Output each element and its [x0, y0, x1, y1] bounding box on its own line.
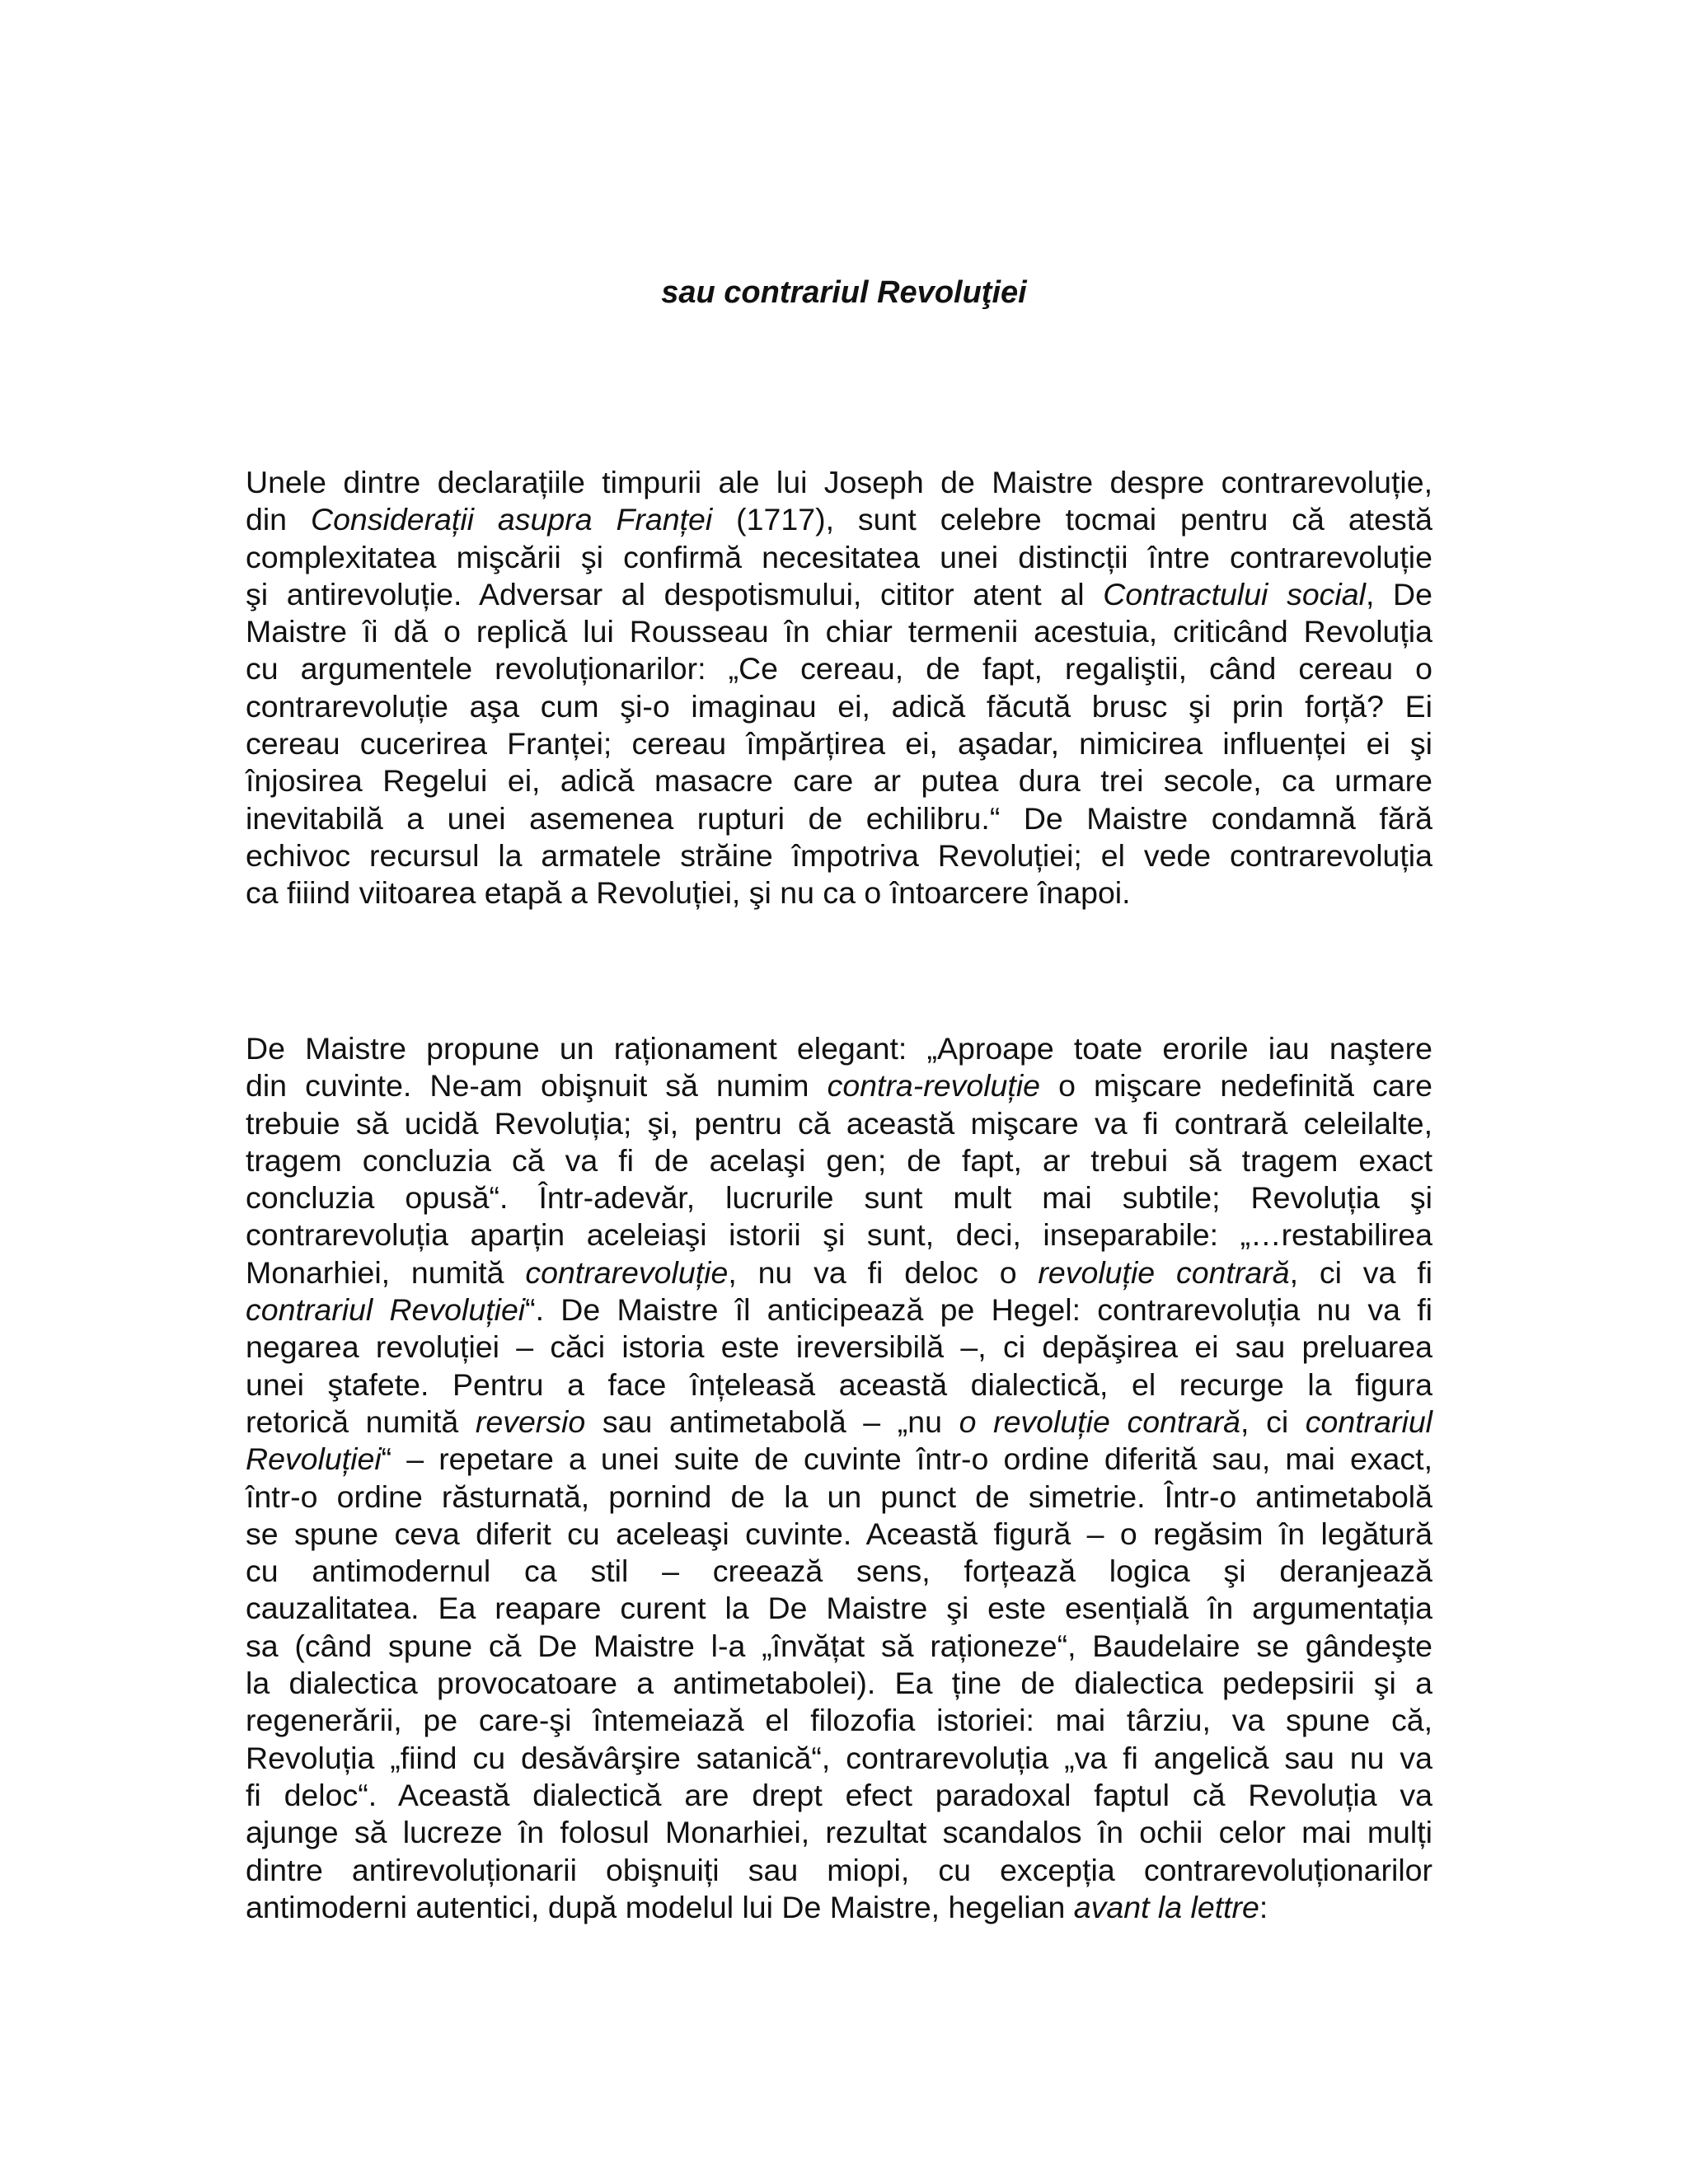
text-line [246, 1628, 1432, 1665]
text-run: negarea revoluției – căci istoria este ireversibilă –, ci depăşirea ei sau preluarea [246, 1329, 1432, 1365]
paragraph [246, 464, 1432, 912]
italic-text-run: contrarevoluție [525, 1254, 729, 1290]
text-line [246, 688, 1432, 725]
italic-text-run: revoluție contrară [1038, 1254, 1290, 1290]
text-run: din cuvinte. Ne-am obişnuit să numim [246, 1068, 828, 1104]
italic-text-run: contrariul [1305, 1404, 1433, 1439]
text-line [246, 1889, 1432, 1926]
text-run: (1717), sunt celebre tocmai pentru că atestă [712, 502, 1432, 537]
text-line [246, 1814, 1432, 1851]
text-run: “. De Maistre îl anticipează pe Hegel: contrarevoluția nu va fi [525, 1292, 1432, 1328]
italic-text-run: Considerații asupra Franței [310, 502, 713, 537]
text-line [246, 1067, 1432, 1104]
text-line [246, 1590, 1432, 1627]
text-line [246, 1366, 1432, 1404]
page-title: sau contrariul Revoluţiei [661, 275, 1027, 310]
italic-text-run: reversio [475, 1404, 586, 1439]
text-line [246, 1852, 1432, 1889]
italic-text-run: Revoluției [246, 1441, 382, 1477]
italic-text-run: contra-revoluție [827, 1068, 1041, 1104]
text-run: fi deloc“. Această dialectică are drept efect paradoxal faptul că Revoluția va [246, 1777, 1432, 1812]
italic-text-run: Contractului social [1103, 576, 1366, 612]
text-run: Maistre îi dă o replică lui Rousseau în chiar termenii acestuia, criticând Revoluția [246, 614, 1432, 649]
text-line [246, 576, 1432, 613]
text-line [246, 1702, 1432, 1739]
text-line [246, 1665, 1432, 1702]
text-line [246, 501, 1432, 538]
text-run: echivoc recursul la armatele străine împotriva Revoluției; el vede contrarevoluția [246, 837, 1432, 873]
text-line [246, 837, 1432, 874]
text-run: complexitatea mişcării şi confirmă necesitatea unei distincții între contrarevoluție [246, 539, 1432, 574]
text-run: înjosirea Regelui ei, adică masacre care ar putea dura trei secole, ca urmare [246, 763, 1432, 799]
text-line [246, 1179, 1432, 1216]
text-line [246, 1441, 1432, 1478]
text-run: , De [1365, 576, 1432, 612]
text-line [246, 874, 1432, 912]
text-line [246, 1254, 1432, 1291]
text-run: “ – repetare a unei suite de cuvinte într-o ordine diferită sau, mai exact, [381, 1441, 1432, 1477]
text-run: unei ştafete. Pentru a face înțeleasă această dialectică, el recurge la figura [246, 1366, 1432, 1402]
text-line [246, 1740, 1432, 1777]
italic-text-run: avant la lettre [1073, 1889, 1259, 1924]
text-run: Unele dintre declarațiile timpurii ale lui Joseph de Maistre despre contrarevoluție, [246, 465, 1432, 499]
text-run: : [1259, 1889, 1268, 1924]
text-run: antimoderni autentici, după modelul lui De Maistre, hegelian [246, 1889, 1074, 1924]
text-run: Revoluția „fiind cu desăvârşire satanică“, contrarevoluția „va fi angelică sau nu va [246, 1740, 1432, 1775]
text-run: tragem concluzia că va fi de acelaşi gen; de fapt, ar trebui să tragem exact [246, 1142, 1432, 1178]
text-run: trebuie să ucidă Revoluția; şi, pentru că această mişcare va fi contrară celeilalte, [246, 1105, 1432, 1141]
text-run: cauzalitatea. Ea reapare curent la De Maistre şi este esențială în argumentația [246, 1591, 1432, 1626]
text-run: Monarhiei, numită [246, 1254, 526, 1290]
text-run: , ci va fi [1289, 1254, 1432, 1290]
text-line [246, 1030, 1432, 1067]
text-line [246, 1142, 1432, 1179]
text-run: , ci [1240, 1404, 1306, 1439]
text-run: din [246, 502, 311, 537]
text-run: la dialectica provocatoare a antimetabolei). Ea ține de dialectica pedepsirii şi a [246, 1666, 1432, 1701]
text-run: cu argumentele revoluționarilor: „Ce cereau, de fapt, regaliştii, când cereau o [246, 651, 1432, 687]
text-line [246, 1216, 1432, 1254]
text-line [246, 613, 1432, 650]
text-run: şi antirevoluție. Adversar al despotismului, cititor atent al [246, 576, 1104, 612]
paragraph [246, 1030, 1432, 1926]
text-line [246, 1105, 1432, 1142]
text-run: De Maistre propune un raționament elegant: „Aproape toate erorile iau naştere [246, 1031, 1432, 1066]
text-run: ajunge să lucreze în folosul Monarhiei, rezultat scandalos în ochii celor mai mulți [246, 1815, 1432, 1850]
text-line [246, 464, 1432, 501]
text-line [246, 725, 1432, 762]
text-line [246, 1291, 1432, 1329]
text-run: inevitabilă a unei asemenea rupturi de echilibru.“ De Maistre condamnă fără [246, 800, 1432, 836]
text-line [246, 1329, 1432, 1366]
italic-text-run: contrariul Revoluției [246, 1292, 526, 1328]
text-run: o mişcare nedefinită care [1040, 1068, 1432, 1104]
text-run: cu antimodernul ca stil – creează sens, forțează logica şi deranjează [246, 1554, 1432, 1589]
text-run: sa (când spune că De Maistre l-a „învățat să raționeze“, Baudelaire se gândeşte [246, 1628, 1432, 1663]
text-line [246, 539, 1432, 576]
italic-text-run: o revoluție contrară [959, 1404, 1241, 1439]
text-run: dintre antirevoluționarii obişnuiți sau miopi, cu excepția contrarevoluționarilor [246, 1852, 1432, 1887]
text-run: într-o ordine răsturnată, pornind de la un punct de simetrie. Într-o antimetabolă [246, 1479, 1432, 1514]
text-line [246, 1516, 1432, 1553]
text-line [246, 1404, 1432, 1441]
text-line [246, 650, 1432, 687]
text-line [246, 1479, 1432, 1516]
text-run: ca fiiind viitoarea etapă a Revoluției, şi nu ca o întoarcere înapoi. [246, 875, 1131, 911]
text-line [246, 1777, 1432, 1814]
text-run: retorică numită [246, 1404, 476, 1439]
text-run: , nu va fi deloc o [728, 1254, 1039, 1290]
text-run: se spune ceva diferit cu aceleaşi cuvinte. Această figură – o regăsim în legătură [246, 1516, 1432, 1551]
text-run: concluzia opusă“. Într-adevăr, lucrurile sunt mult mai subtile; Revoluția şi [246, 1180, 1432, 1216]
text-line [246, 1553, 1432, 1590]
text-run: regenerării, pe care-şi întemeiază el filozofia istoriei: mai târziu, va spune că, [246, 1703, 1432, 1738]
text-line [246, 800, 1432, 837]
text-line [246, 762, 1432, 799]
text-run: contrarevoluția aparțin aceleiaşi istorii şi sunt, deci, inseparabile: „…restabilirea [246, 1217, 1432, 1253]
text-run: contrarevoluție aşa cum şi-o imaginau ei, adică făcută brusc şi prin forță? Ei [246, 688, 1432, 724]
text-run: sau antimetabolă – „nu [585, 1404, 959, 1439]
text-run: cereau cucerirea Franței; cereau împărțirea ei, aşadar, nimicirea influenței ei şi [246, 726, 1432, 762]
